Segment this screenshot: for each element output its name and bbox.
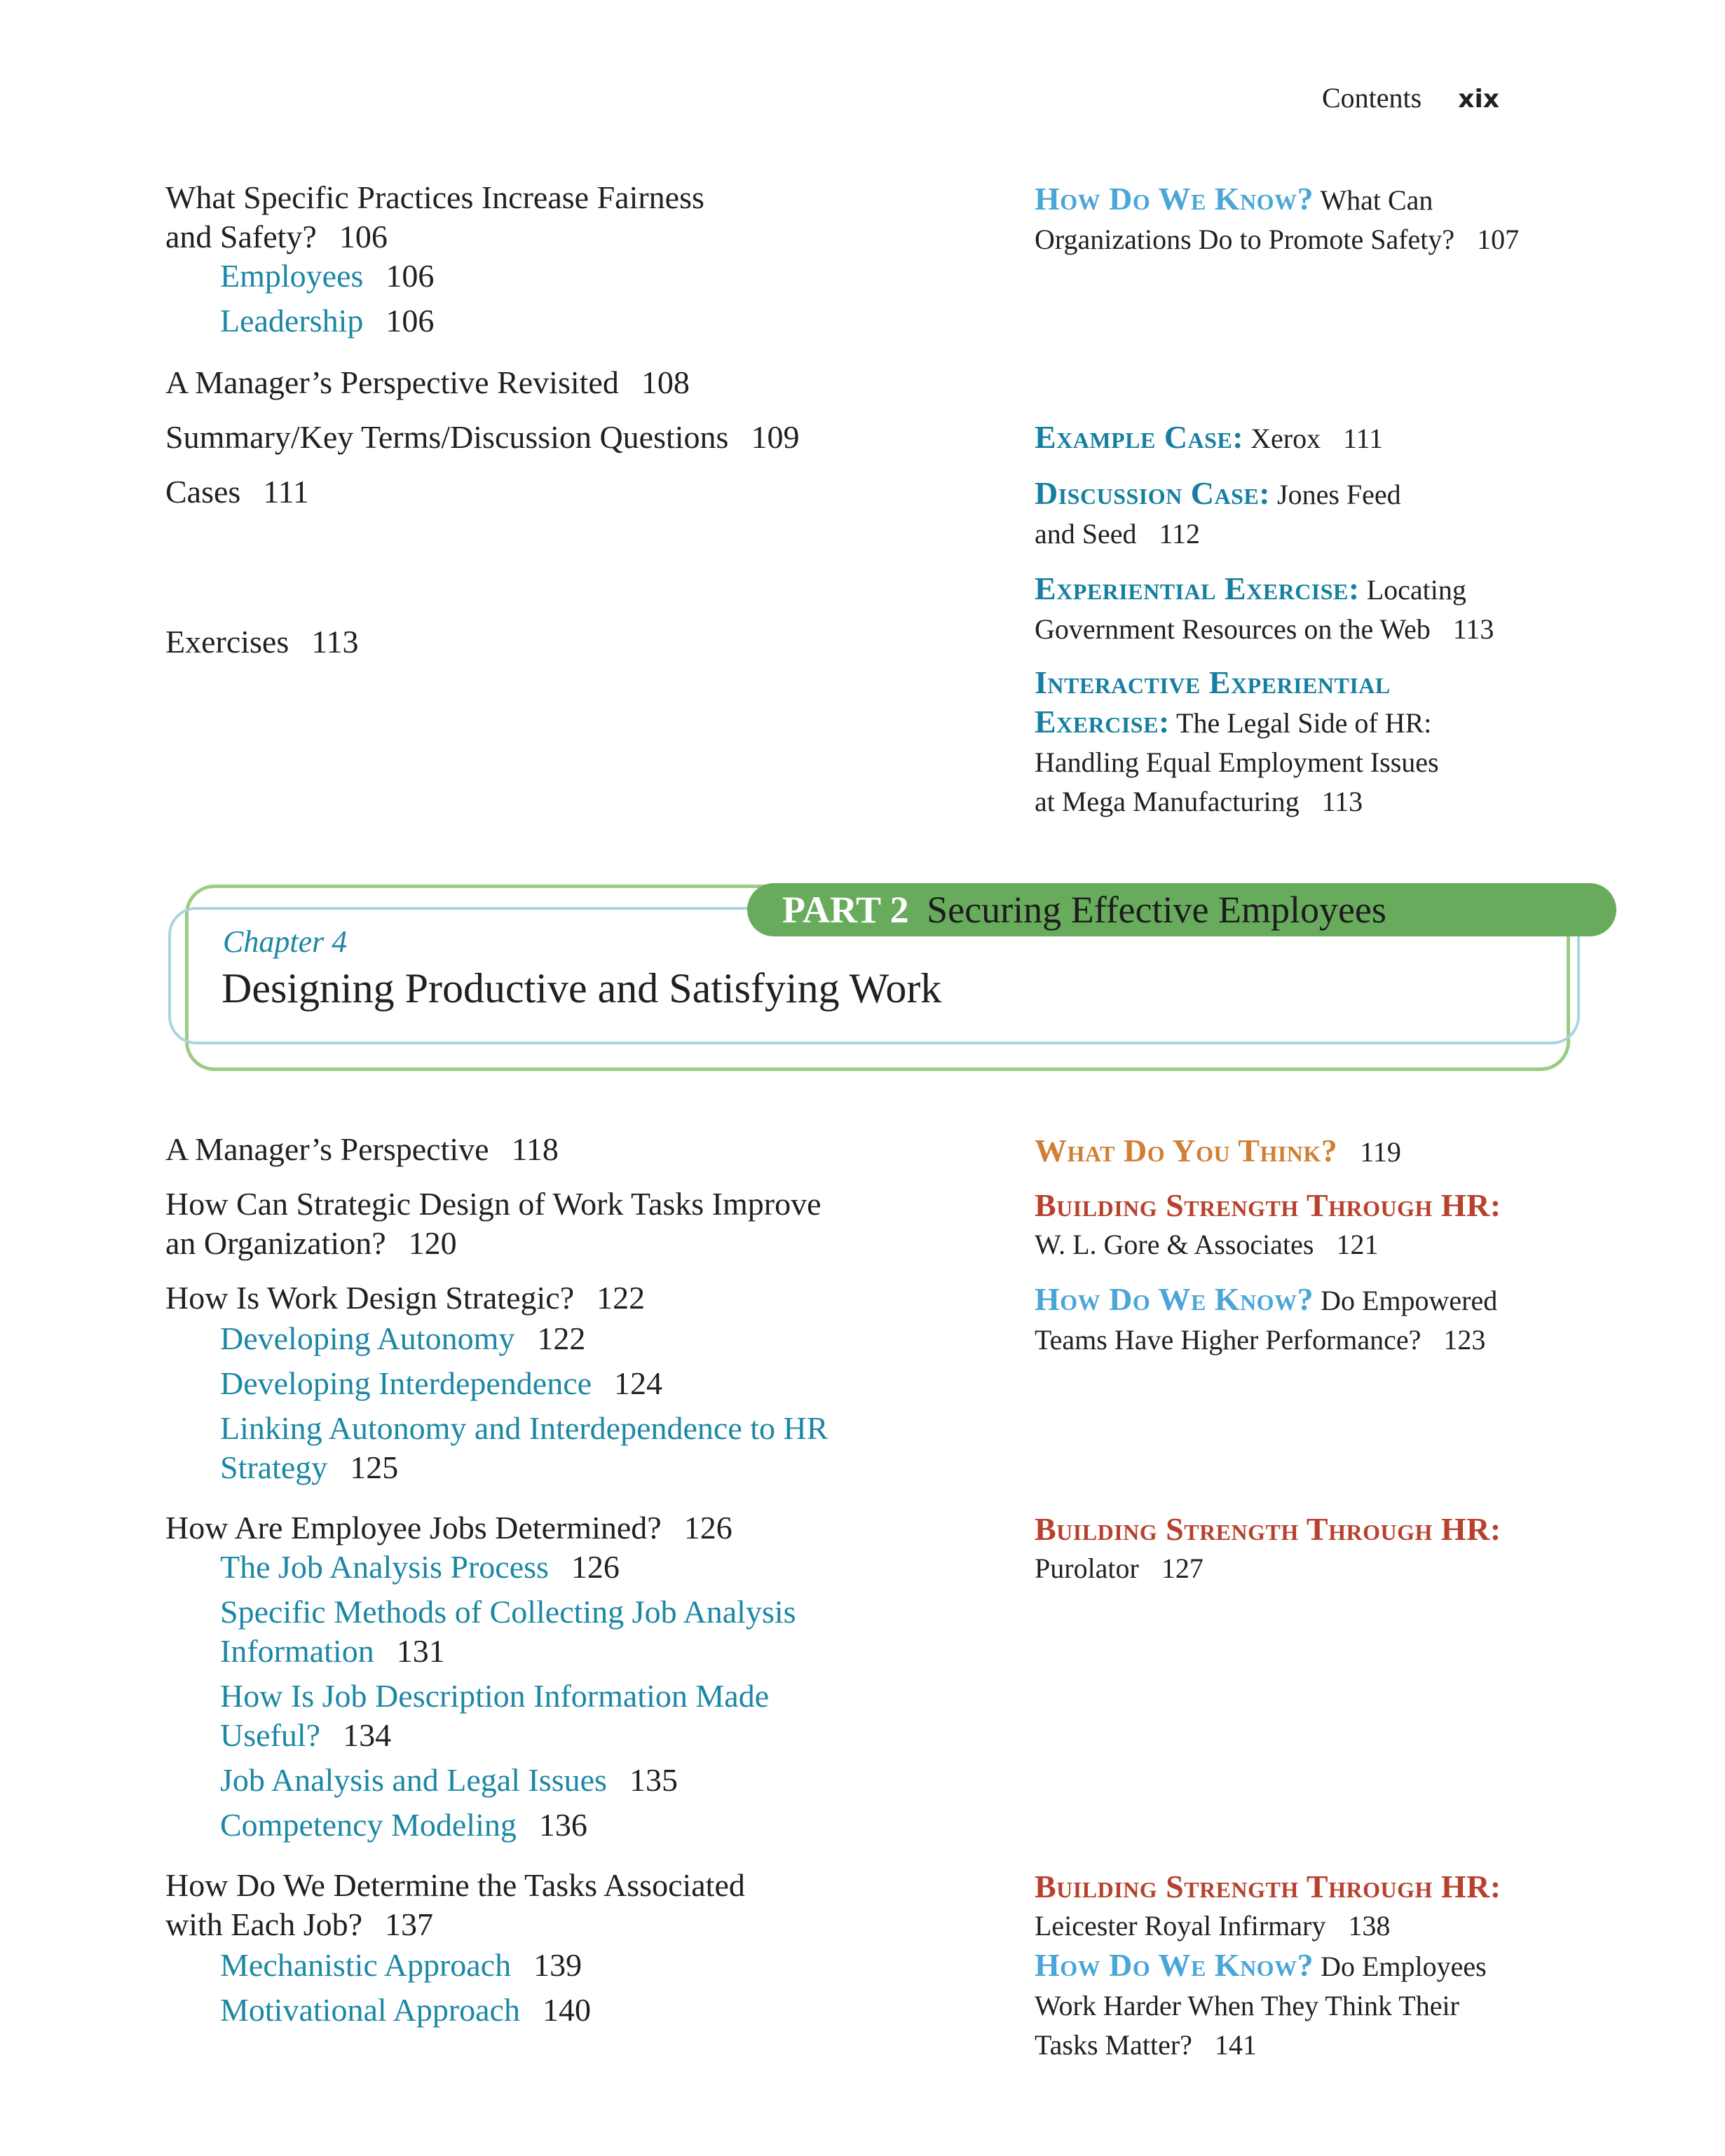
feature-discussion-case[interactable]: Discussion Case: Jones Feed and Seed 112 — [1035, 475, 1401, 550]
page-ref: 122 — [596, 1280, 646, 1316]
page-ref: 139 — [533, 1947, 582, 1983]
toc-sub-interdependence[interactable]: Developing Interdependence 124 — [220, 1365, 663, 1401]
chapter-label: Chapter 4 — [223, 925, 348, 959]
toc-entry-strategic[interactable]: How Can Strategic Design of Work Tasks Improve an Organization? 120 — [165, 1186, 821, 1261]
page-ref: 107 — [1477, 224, 1520, 255]
toc-sub-job-analysis[interactable]: The Job Analysis Process 126 — [220, 1549, 620, 1585]
page-ref: 113 — [1321, 786, 1363, 817]
feature-heading-cont: Exercise: — [1035, 704, 1170, 739]
feature-example-case[interactable]: Example Case: Xerox 111 — [1035, 419, 1384, 455]
feature-heading: Experiential Exercise: — [1035, 571, 1360, 606]
toc-sub-competency[interactable]: Competency Modeling 136 — [220, 1807, 587, 1843]
toc-entry-revisited[interactable]: A Manager’s Perspective Revisited 108 — [165, 364, 690, 400]
feature-building-strength-purolator[interactable]: Building Strength Through HR: Purolator 127 — [1035, 1511, 1501, 1584]
page-ref: 122 — [537, 1321, 586, 1356]
page-ref: 135 — [629, 1762, 678, 1798]
page-ref: 136 — [538, 1807, 587, 1843]
toc-entry-summary[interactable]: Summary/Key Terms/Discussion Questions 109 — [165, 419, 800, 455]
page-ref: 137 — [385, 1906, 434, 1942]
toc-sub-employees[interactable]: Employees 106 — [220, 258, 435, 294]
page-ref: 119 — [1360, 1136, 1401, 1168]
page-ref: 106 — [386, 258, 435, 294]
page-ref: 111 — [263, 474, 309, 510]
feature-what-think[interactable] — [1035, 1131, 1401, 1172]
page-ref: 113 — [1452, 613, 1494, 645]
page-ref: 126 — [683, 1510, 732, 1546]
running-header — [1322, 81, 1499, 114]
page-ref: 124 — [614, 1365, 663, 1401]
toc-sub-leadership[interactable]: Leadership 106 — [220, 303, 435, 339]
page-ref: 141 — [1214, 2029, 1257, 2061]
header-page-number: xix — [1458, 85, 1499, 114]
part-label: PART 2 — [782, 889, 909, 931]
page-ref: 125 — [350, 1449, 399, 1485]
page-ref: 127 — [1161, 1553, 1204, 1584]
page-ref: 138 — [1348, 1910, 1391, 1942]
page-ref: 113 — [311, 624, 359, 660]
page-ref: 121 — [1336, 1229, 1379, 1260]
page-ref: 126 — [571, 1549, 620, 1585]
feature-building-strength-gore[interactable]: Building Strength Through HR: W. L. Gore & Associates 121 — [1035, 1187, 1501, 1260]
toc-entry-perspective[interactable]: A Manager’s Perspective 118 — [165, 1131, 559, 1167]
toc-sub-motivational[interactable]: Motivational Approach 140 — [220, 1992, 591, 2028]
toc-entry-work-design[interactable]: How Is Work Design Strategic? 122 — [165, 1280, 646, 1316]
feature-heading: Building Strength Through HR: — [1035, 1511, 1501, 1547]
feature-building-strength-leicester[interactable]: Building Strength Through HR: Leicester Royal Infirmary 138 — [1035, 1869, 1501, 1942]
page-ref: 131 — [396, 1633, 445, 1669]
toc-entry-tasks[interactable]: How Do We Determine the Tasks Associated with Each Job? 137 — [165, 1867, 745, 1942]
page-ref: 140 — [542, 1992, 591, 2028]
toc-sub-mechanistic[interactable]: Mechanistic Approach 139 — [220, 1947, 582, 1983]
page-ref: 120 — [408, 1225, 457, 1261]
feature-heading: Example Case: — [1035, 419, 1244, 455]
feature-heading: Interactive Experiential — [1035, 664, 1391, 700]
feature-heading: What Do You Think? — [1035, 1133, 1338, 1168]
feature-heading: Building Strength Through HR: — [1035, 1187, 1501, 1223]
page-ref: 118 — [511, 1131, 559, 1167]
toc-entry-jobs-determined[interactable]: How Are Employee Jobs Determined? 126 — [165, 1510, 732, 1546]
feature-heading: How Do We Know? — [1035, 1947, 1314, 1983]
page-ref: 109 — [751, 419, 800, 455]
part-banner-text — [782, 887, 1386, 932]
feature-heading: How Do We Know? — [1035, 1281, 1314, 1317]
page-ref: 106 — [386, 303, 435, 339]
toc-sub-legal[interactable]: Job Analysis and Legal Issues 135 — [220, 1762, 678, 1798]
toc-entry-cases[interactable]: Cases 111 — [165, 474, 309, 510]
feature-heading: How Do We Know? — [1035, 181, 1314, 217]
toc-sub-methods[interactable]: Specific Methods of Collecting Job Analysis Information 131 — [220, 1594, 796, 1669]
toc-entry-exercises[interactable]: Exercises 113 — [165, 624, 359, 660]
toc-sub-autonomy[interactable]: Developing Autonomy 122 — [220, 1321, 586, 1356]
toc-sub-description[interactable]: How Is Job Description Information Made Useful? 134 — [220, 1678, 770, 1753]
feature-interactive-exercise[interactable]: Interactive Experiential Exercise: The Legal Side of HR: Handling Equal Employment Issues at Mega Manufacturing 113 — [1035, 664, 1439, 817]
page-ref: 134 — [343, 1717, 392, 1753]
toc-entry-fairness[interactable]: What Specific Practices Increase Fairness and Safety? 106 — [165, 179, 704, 254]
feature-how-know-work[interactable]: How Do We Know? Do Employees Work Harder When They Think Their Tasks Matter? 141 — [1035, 1947, 1487, 2061]
feature-heading: Building Strength Through HR: — [1035, 1869, 1501, 1904]
page-ref: 106 — [339, 219, 388, 254]
feature-how-know-teams[interactable]: How Do We Know? Do Empowered Teams Have Higher Performance? 123 — [1035, 1281, 1498, 1356]
page-ref: 111 — [1343, 423, 1384, 454]
feature-how-know-safety[interactable]: How Do We Know? What Can Organizations Do to Promote Safety? 107 — [1035, 181, 1520, 255]
page-ref: 123 — [1443, 1324, 1486, 1356]
feature-experiential-exercise[interactable]: Experiential Exercise: Locating Government Resources on the Web 113 — [1035, 571, 1494, 645]
toc-sub-linking[interactable]: Linking Autonomy and Interdependence to HR Strategy 125 — [220, 1410, 829, 1485]
page-ref: 112 — [1159, 518, 1201, 550]
chapter-title: Designing Productive and Satisfying Work — [221, 965, 942, 1011]
part-title: Securing Effective Employees — [927, 889, 1386, 931]
header-label: Contents — [1321, 82, 1422, 114]
page-ref: 108 — [641, 364, 690, 400]
feature-heading: Discussion Case: — [1035, 475, 1271, 511]
